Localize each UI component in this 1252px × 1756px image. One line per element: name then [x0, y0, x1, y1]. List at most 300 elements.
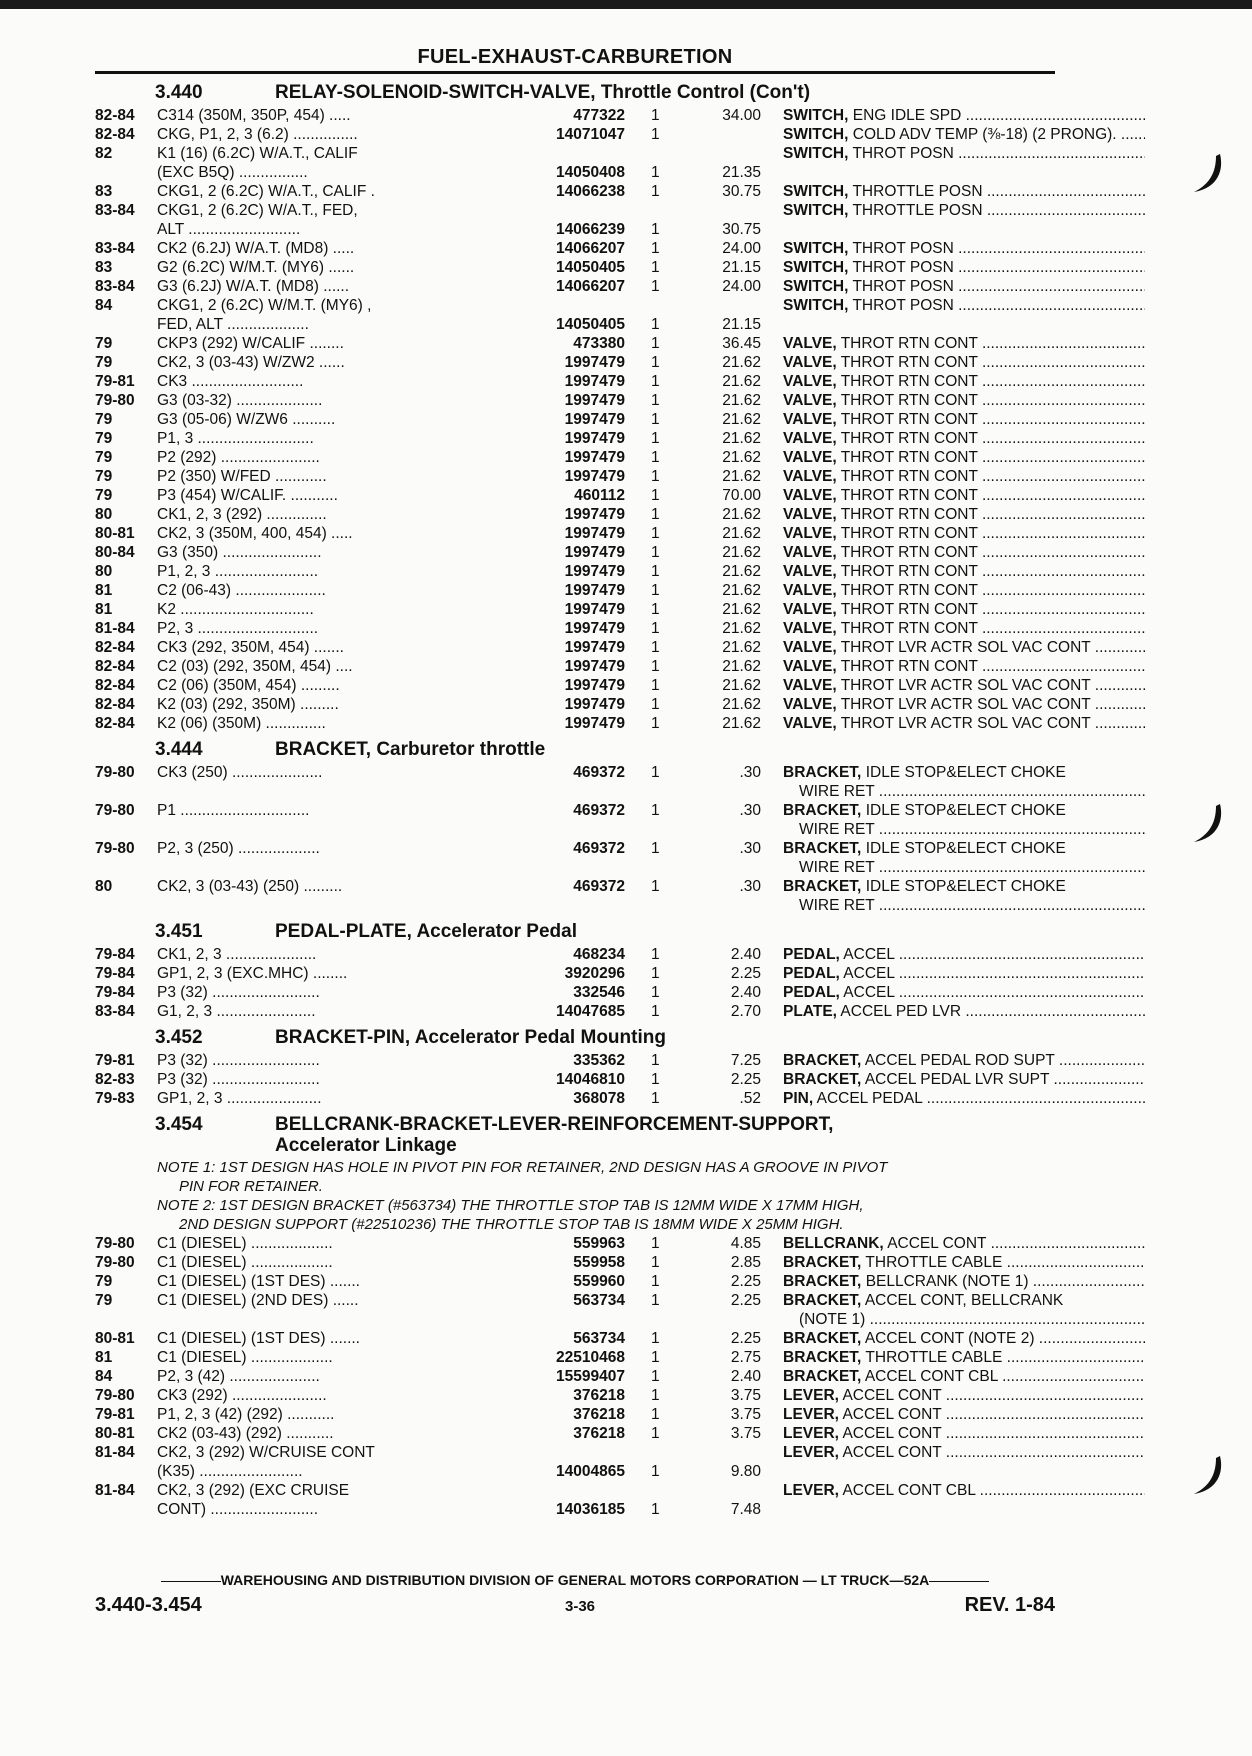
table-row: [95, 1405, 1055, 1424]
description-cell: CKG, P1, 2, 3 (6.2) ...............: [157, 126, 358, 143]
part-name-keyword: VALVE,: [783, 354, 837, 371]
description-cell: C1 (DIESEL) ...................: [157, 1235, 333, 1252]
part-name-detail: THROT LVR ACTR SOL VAC CONT: [840, 639, 1091, 656]
description-cell: C1 (DIESEL) (1ST DES) .......: [157, 1330, 360, 1347]
parts-table-3444: [95, 763, 1066, 915]
part-name-cell: [783, 839, 1145, 858]
part-name-detail: COLD ADV TEMP (⅜-18) (2 PRONG).: [852, 126, 1117, 143]
part-number-cell: 1997479: [437, 543, 625, 562]
quantity-cell: 1: [651, 620, 660, 637]
part-name-keyword: PEDAL,: [783, 965, 840, 982]
quantity-cell: 1: [651, 696, 660, 713]
part-number-cell: 1997479: [437, 638, 625, 657]
table-row: [95, 1386, 1055, 1405]
quantity-cell: 1: [651, 563, 660, 580]
part-number-cell: 1997479: [437, 676, 625, 695]
price-cell: 21.62: [722, 715, 761, 732]
price-cell: 21.62: [722, 392, 761, 409]
price-cell: 21.62: [722, 468, 761, 485]
part-name-keyword: SWITCH,: [783, 183, 849, 200]
quantity-cell: 1: [651, 316, 660, 333]
part-number-cell: 335362: [437, 1051, 625, 1070]
part-name-detail: ACCEL CONT CBL: [864, 1368, 998, 1385]
part-number-cell: 1997479: [437, 410, 625, 429]
part-name-cell: [783, 1253, 1145, 1272]
part-name-cell: [783, 877, 1145, 896]
price-cell: 21.15: [722, 259, 761, 276]
year-cell: 79-81: [95, 1406, 135, 1423]
section-number: 3.452: [155, 1027, 203, 1048]
table-row: [95, 543, 1055, 562]
quantity-cell: 1: [651, 107, 660, 124]
part-name-detail: THROT POSN: [852, 278, 954, 295]
part-name-detail: THROT POSN: [852, 240, 954, 257]
description-cell: C1 (DIESEL) (1ST DES) .......: [157, 1273, 360, 1290]
quantity-cell: 1: [651, 468, 660, 485]
part-name-cell: [783, 714, 1145, 733]
part-name-keyword: BRACKET,: [783, 840, 862, 857]
part-name-cell: [783, 676, 1145, 695]
description-cell: CK2, 3 (350M, 400, 454) .....: [157, 525, 353, 542]
description-cell: C2 (06) (350M, 454) .........: [157, 677, 340, 694]
price-cell: 2.70: [730, 1003, 761, 1020]
part-name-keyword: SWITCH,: [783, 278, 849, 295]
footer-text: WAREHOUSING AND DISTRIBUTION DIVISION OF GENERAL MOTORS CORPORATION — LT TRUCK—52A: [220, 1572, 930, 1588]
description-cell: P2 (292) .......................: [157, 449, 320, 466]
description-cell: P1, 2, 3 ........................: [157, 563, 319, 580]
year-cell: 82-84: [95, 126, 135, 143]
quantity-cell: 1: [651, 840, 660, 857]
part-name-detail: ACCEL PEDAL LVR SUPT: [864, 1071, 1050, 1088]
part-number-cell: 1997479: [437, 600, 625, 619]
table-row: [95, 562, 1055, 581]
part-name-cell: [783, 1386, 1145, 1405]
price-cell: 34.00: [722, 107, 761, 124]
table-row: [95, 619, 1055, 638]
part-name-keyword: VALVE,: [783, 620, 837, 637]
year-cell: 82-84: [95, 658, 135, 675]
part-number-cell: 14066207: [437, 239, 625, 258]
price-cell: 21.62: [722, 449, 761, 466]
note-2-line2: 2ND DESIGN SUPPORT (#22510236) THE THROTTLE STOP TAB IS 18MM WIDE X 25MM HIGH.: [179, 1216, 844, 1233]
table-row: [95, 182, 1055, 201]
catalog-page: [95, 46, 1117, 1519]
part-name-detail: THROT POSN: [852, 297, 954, 314]
year-cell: 79: [95, 354, 113, 371]
part-name-cell: [783, 201, 1145, 220]
part-name-cell: [783, 524, 1145, 543]
price-cell: 3.75: [730, 1425, 761, 1442]
part-number-cell: 14050405: [437, 315, 625, 334]
quantity-cell: 1: [651, 354, 660, 371]
table-row: [95, 239, 1055, 258]
table-row: [95, 983, 1055, 1002]
part-name-cell: [783, 695, 1145, 714]
part-name-detail: THROT RTN CONT: [840, 335, 978, 352]
part-name-detail: ACCEL PEDAL: [816, 1090, 923, 1107]
description-cell: CK2 (03-43) (292) ...........: [157, 1425, 334, 1442]
description-cell: G2 (6.2C) W/M.T. (MY6) ......: [157, 259, 355, 276]
part-name-detail: ACCEL: [843, 965, 895, 982]
table-row: [95, 277, 1055, 296]
part-name-cell: [783, 410, 1145, 429]
year-cell: 84: [95, 1368, 113, 1385]
part-number-cell: 376218: [437, 1405, 625, 1424]
price-cell: 21.15: [722, 316, 761, 333]
part-name-detail: ENG IDLE SPD: [852, 107, 962, 124]
description-cell: G3 (03-32) ....................: [157, 392, 323, 409]
part-number-cell: 14050405: [437, 258, 625, 277]
part-number-cell: 1997479: [437, 524, 625, 543]
year-cell: 79-80: [95, 1235, 135, 1252]
year-cell: 81-84: [95, 620, 135, 637]
price-cell: .30: [739, 840, 761, 857]
year-cell: 79-83: [95, 1090, 135, 1107]
description-cell: CK3 (250) .....................: [157, 764, 323, 781]
year-cell: 81-84: [95, 1482, 135, 1499]
table-row: [95, 763, 1066, 801]
year-cell: 79-80: [95, 1387, 135, 1404]
description-cell: P2, 3 (250) ...................: [157, 840, 320, 857]
part-name-cell: [783, 1002, 1145, 1021]
description-cell: G1, 2, 3 .......................: [157, 1003, 316, 1020]
part-name-keyword: SWITCH,: [783, 240, 849, 257]
part-name-cell: [783, 964, 1145, 983]
parts-table-3454: [95, 1234, 1064, 1519]
part-name-keyword: BRACKET,: [783, 1368, 862, 1385]
description-cont-cell: ALT ..........................: [157, 221, 301, 238]
description-cell: C2 (03) (292, 350M, 454) ....: [157, 658, 353, 675]
part-number-cell: 1997479: [437, 448, 625, 467]
part-name-cell: [783, 372, 1145, 391]
year-cell: 82-84: [95, 639, 135, 656]
table-row: [95, 638, 1091, 657]
part-number-cell: 559958: [437, 1253, 625, 1272]
part-name-cell: [783, 277, 1145, 296]
binder-hole-shadow: [1180, 1452, 1226, 1498]
part-name-cell: [783, 144, 1145, 163]
part-name-keyword: SWITCH,: [783, 259, 849, 276]
description-cont-cell: (EXC B5Q) ................: [157, 164, 308, 181]
year-cell: 79-80: [95, 392, 135, 409]
part-name-cell: [783, 334, 1145, 353]
quantity-cell: 1: [651, 1254, 660, 1271]
description-cell: CK2, 3 (292) (EXC CRUISE: [157, 1482, 350, 1499]
year-cell: 81-84: [95, 1444, 135, 1461]
description-cell: CK1, 2, 3 .....................: [157, 946, 317, 963]
year-cell: 79-80: [95, 802, 135, 819]
table-row: [95, 657, 1055, 676]
table-row: [95, 258, 1055, 277]
year-cell: 82-84: [95, 677, 135, 694]
part-name-cell: [783, 1234, 1145, 1253]
part-name-cell: [783, 505, 1145, 524]
year-cell: 79: [95, 468, 113, 485]
section-heading: [95, 1025, 1055, 1051]
part-name-detail: THROTTLE CABLE: [865, 1349, 1003, 1366]
description-cell: K1 (16) (6.2C) W/A.T., CALIF: [157, 145, 358, 162]
section-number: 3.440: [155, 82, 203, 103]
part-name-keyword: VALVE,: [783, 411, 837, 428]
part-name-keyword: BRACKET,: [783, 764, 862, 781]
quantity-cell: 1: [651, 183, 660, 200]
year-cell: 79-81: [95, 373, 135, 390]
part-name-detail: ACCEL CONT: [887, 1235, 987, 1252]
quantity-cell: 1: [651, 1425, 660, 1442]
part-name-keyword: PEDAL,: [783, 946, 840, 963]
part-number-cell: 469372: [437, 763, 625, 782]
table-row: [95, 1253, 1055, 1272]
description-cell: GP1, 2, 3 ......................: [157, 1090, 322, 1107]
part-name-detail: ACCEL CONT, BELLCRANK: [864, 1292, 1064, 1309]
price-cell: 21.62: [722, 696, 761, 713]
year-cell: 79: [95, 487, 113, 504]
price-cell: 2.25: [730, 1273, 761, 1290]
part-name-cell: [783, 182, 1145, 201]
part-number-cell: 469372: [437, 839, 625, 858]
part-name-keyword: VALVE,: [783, 677, 837, 694]
part-name-cell: [783, 1405, 1145, 1424]
table-row: [95, 106, 1055, 125]
quantity-cell: 1: [651, 601, 660, 618]
year-cell: 79-80: [95, 840, 135, 857]
price-cell: 21.62: [722, 601, 761, 618]
table-row: [95, 964, 1055, 983]
part-name-cell: [783, 1424, 1145, 1443]
part-name-keyword: VALVE,: [783, 658, 837, 675]
quantity-cell: 1: [651, 373, 660, 390]
part-number-cell: 15599407: [437, 1367, 625, 1386]
part-name-keyword: SWITCH,: [783, 202, 849, 219]
description-cell: P3 (454) W/CALIF. ...........: [157, 487, 338, 504]
year-cell: 79-81: [95, 1052, 135, 1069]
quantity-cell: 1: [651, 1292, 660, 1309]
part-name-keyword: PEDAL,: [783, 984, 840, 1001]
price-cell: 21.62: [722, 563, 761, 580]
part-name-keyword: PIN,: [783, 1090, 814, 1107]
part-number-cell: 14066239: [437, 220, 625, 239]
part-name-detail: THROT RTN CONT: [840, 601, 978, 618]
year-cell: 79: [95, 1292, 113, 1309]
part-name-detail: THROT RTN CONT: [840, 582, 978, 599]
part-name-keyword: VALVE,: [783, 696, 837, 713]
part-number-cell: 1997479: [437, 657, 625, 676]
part-name-keyword: PLATE,: [783, 1003, 837, 1020]
part-number-cell: 1997479: [437, 695, 625, 714]
part-number-cell: 14066207: [437, 277, 625, 296]
description-cell: CKG1, 2 (6.2C) W/A.T., FED,: [157, 202, 358, 219]
table-row: [95, 1051, 1055, 1070]
part-name-cell: [783, 1367, 1145, 1386]
part-name-cell: [783, 638, 1145, 657]
table-row: [95, 448, 1055, 467]
part-name-detail: THROT RTN CONT: [840, 563, 978, 580]
description-cell: P2, 3 (42) .....................: [157, 1368, 320, 1385]
part-name-keyword: VALVE,: [783, 563, 837, 580]
description-cell: CK1, 2, 3 (292) ..............: [157, 506, 327, 523]
description-cell: GP1, 2, 3 (EXC.MHC) ........: [157, 965, 348, 982]
part-name-cell: [783, 106, 1145, 125]
table-row: [95, 945, 1055, 964]
description-cell: P2 (350) W/FED ............: [157, 468, 327, 485]
description-cell: CK2, 3 (03-43) (250) .........: [157, 878, 343, 895]
price-cell: 2.40: [730, 946, 761, 963]
part-name-cell: [783, 801, 1145, 820]
table-row: [95, 391, 1055, 410]
quantity-cell: 1: [651, 658, 660, 675]
description-cell: P3 (32) .........................: [157, 1052, 320, 1069]
quantity-cell: 1: [651, 335, 660, 352]
year-cell: 82-83: [95, 1071, 135, 1088]
year-cell: 79-80: [95, 1254, 135, 1271]
description-cell: P3 (32) .........................: [157, 984, 320, 1001]
part-name-cont-cell: WIRE RET .....: [799, 820, 1145, 839]
part-name-cell: [783, 1329, 1145, 1348]
table-row: [95, 877, 1066, 915]
table-row: [95, 524, 1055, 543]
part-number-cell: 1997479: [437, 581, 625, 600]
quantity-cell: 1: [651, 259, 660, 276]
part-name-keyword: VALVE,: [783, 715, 837, 732]
description-cell: C1 (DIESEL) ...................: [157, 1254, 333, 1271]
part-name-cell: [783, 619, 1145, 638]
part-name-cell: [783, 1051, 1145, 1070]
part-name-keyword: BRACKET,: [783, 1254, 862, 1271]
description-cell: C2 (06-43) .....................: [157, 582, 326, 599]
year-cell: 83-84: [95, 1003, 135, 1020]
section-heading: [95, 1112, 1055, 1158]
table-row: [95, 714, 1091, 733]
year-cell: 79: [95, 449, 113, 466]
part-name-cell: [783, 562, 1145, 581]
part-name-detail: THROT RTN CONT: [840, 487, 978, 504]
part-name-cell: [783, 239, 1145, 258]
parts-table-3451: [95, 945, 1055, 1021]
description-cont-cell: (K35) ........................: [157, 1463, 303, 1480]
price-cell: 21.62: [722, 620, 761, 637]
table-row: [95, 1481, 1055, 1519]
parts-table-3440: [95, 106, 1117, 733]
price-cell: 2.25: [730, 1330, 761, 1347]
part-number-cell: 460112: [437, 486, 625, 505]
part-name-detail: BELLCRANK (NOTE 1): [865, 1273, 1029, 1290]
part-name-cell: [783, 296, 1145, 315]
part-number-cell: 559963: [437, 1234, 625, 1253]
price-cell: 2.75: [730, 1349, 761, 1366]
year-cell: 80-81: [95, 1330, 135, 1347]
description-cell: CK3 (292) ......................: [157, 1387, 327, 1404]
part-number-cell: 14071047: [437, 125, 625, 144]
part-number-cell: 1997479: [437, 714, 625, 733]
part-name-detail: ACCEL PED LVR: [840, 1003, 962, 1020]
part-name-detail: THROT RTN CONT: [840, 411, 978, 428]
price-cell: 21.62: [722, 525, 761, 542]
quantity-cell: 1: [651, 764, 660, 781]
table-row: [95, 1234, 1055, 1253]
part-name-detail: THROT POSN: [852, 259, 954, 276]
part-name-keyword: LEVER,: [783, 1482, 839, 1499]
year-cell: 79-80: [95, 764, 135, 781]
quantity-cell: 1: [651, 677, 660, 694]
year-cell: 79-84: [95, 984, 135, 1001]
part-name-cell: [783, 945, 1145, 964]
table-row: [95, 801, 1066, 839]
part-name-detail: THROT RTN CONT: [840, 506, 978, 523]
price-cell: 2.25: [730, 1292, 761, 1309]
price-cell: 3.75: [730, 1406, 761, 1423]
part-name-detail: IDLE STOP&ELECT CHOKE: [865, 764, 1066, 781]
table-row: [95, 372, 1055, 391]
part-name-keyword: VALVE,: [783, 468, 837, 485]
table-row: [95, 144, 1055, 182]
section-title: RELAY-SOLENOID-SWITCH-VALVE, Throttle Control (Con't): [275, 82, 811, 103]
year-cell: 82-84: [95, 107, 135, 124]
table-row: [95, 429, 1055, 448]
part-number-cell: 468234: [437, 945, 625, 964]
year-cell: 81: [95, 601, 113, 618]
part-number-cell: 1997479: [437, 619, 625, 638]
part-number-cell: 376218: [437, 1424, 625, 1443]
section-heading: [95, 737, 1055, 763]
part-name-keyword: BRACKET,: [783, 802, 862, 819]
part-name-cell: [783, 1089, 1145, 1108]
part-name-detail: ACCEL CONT: [842, 1406, 942, 1423]
part-name-cont-cell: WIRE RET .....: [799, 782, 1145, 801]
part-name-keyword: LEVER,: [783, 1425, 839, 1442]
section-title-line2: Accelerator Linkage: [275, 1135, 457, 1156]
quantity-cell: 1: [651, 715, 660, 732]
price-cell: 21.62: [722, 544, 761, 561]
description-cell: CKP3 (292) W/CALIF ........: [157, 335, 344, 352]
part-number-cell: 1997479: [437, 562, 625, 581]
part-name-detail: ACCEL CONT: [842, 1444, 942, 1461]
description-cell: CK3 (292, 350M, 454) .......: [157, 639, 344, 656]
quantity-cell: 1: [651, 582, 660, 599]
part-name-cell: [783, 258, 1145, 277]
top-edge-bar: [0, 0, 1252, 9]
price-cell: 21.62: [722, 411, 761, 428]
description-cell: P1, 2, 3 (42) (292) ...........: [157, 1406, 335, 1423]
description-cell: P2, 3 ............................: [157, 620, 319, 637]
table-row: [95, 1367, 1055, 1386]
year-cell: 79: [95, 411, 113, 428]
revision-label: REV. 1-84: [964, 1594, 1055, 1616]
quantity-cell: 1: [651, 126, 660, 143]
table-row: [95, 1002, 1055, 1021]
quantity-cell: 1: [651, 1463, 660, 1480]
part-name-keyword: BRACKET,: [783, 1349, 862, 1366]
section-heading: [95, 919, 1055, 945]
price-cell: 21.62: [722, 582, 761, 599]
price-cell: 2.40: [730, 984, 761, 1001]
part-name-cell: [783, 391, 1145, 410]
part-name-detail: THROT RTN CONT: [840, 658, 978, 675]
table-row: [95, 1291, 1064, 1329]
price-cell: 24.00: [722, 278, 761, 295]
price-cell: 4.85: [730, 1235, 761, 1252]
quantity-cell: 1: [651, 984, 660, 1001]
part-name-cell: [783, 448, 1145, 467]
quantity-cell: 1: [651, 1003, 660, 1020]
table-row: [95, 201, 1055, 239]
table-row: [95, 410, 1055, 429]
quantity-cell: 1: [651, 1090, 660, 1107]
price-cell: .30: [739, 802, 761, 819]
description-cell: CK3 ..........................: [157, 373, 304, 390]
part-number-cell: 3920296: [437, 964, 625, 983]
description-cell: P1 ..............................: [157, 802, 310, 819]
quantity-cell: 1: [651, 878, 660, 895]
